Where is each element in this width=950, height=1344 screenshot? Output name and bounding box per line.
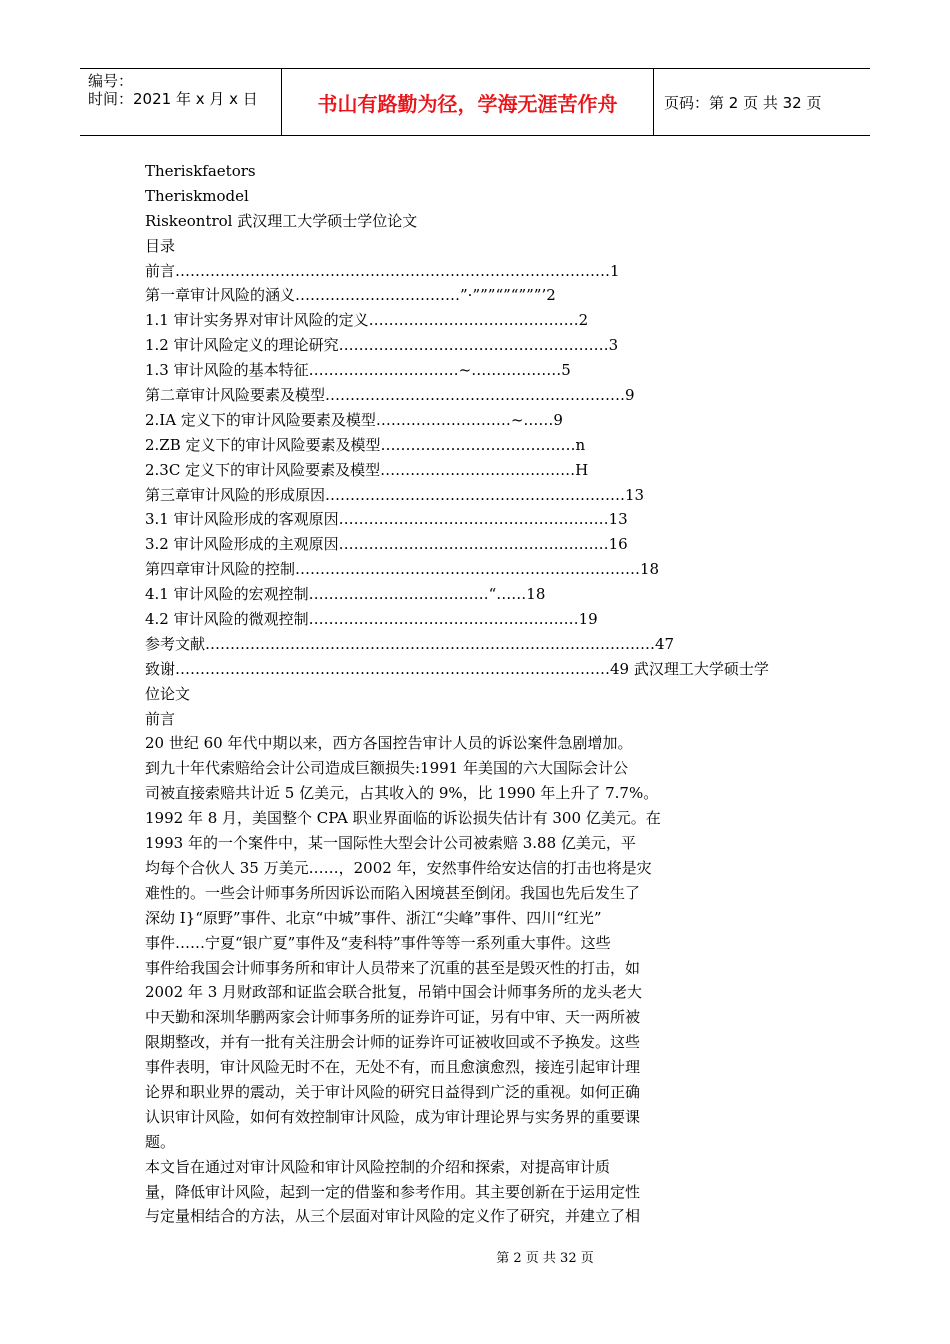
text-line: 1993 年的一个案件中，某一国际性大型会计公司被索赔 3.88 亿美元，平: [145, 834, 636, 853]
text-line: 致谢……………………………………………………………………………49 武汉理工大学硕士学: [145, 659, 769, 678]
text-line: 深幼 I}“原野”事件、北京“中城”事件、浙江“尖峰”事件、四川“红光”: [145, 908, 602, 927]
text-line: 事件表明，审计风险无时不在，无处不有，而且愈演愈烈，接连引起审计理: [145, 1058, 641, 1077]
text-line: 1.1 审计实务界对审计风险的定义……………………………………2: [145, 311, 589, 330]
text-line: 本文旨在通过对审计风险和审计风险控制的介绍和探索，对提高审计质: [145, 1157, 611, 1176]
text-line: Theriskfaetors: [145, 162, 256, 180]
text-line: 2002 年 3 月财政部和证监会联合批复，吊销中国会计师事务所的龙头老大: [145, 983, 643, 1002]
text-line: 参考文献………………………………………………………………………………47: [145, 634, 675, 653]
text-line: 量，降低审计风险，起到一定的借鉴和参考作用。其主要创新在于运用定性: [145, 1182, 641, 1201]
header-page-info: 页码：第 2 页 共 32 页: [664, 93, 822, 112]
text-line: Theriskmodel: [145, 186, 249, 205]
text-line: 1.2 审计风险定义的理论研究………………………………………………3: [145, 336, 619, 355]
text-line: 第三章审计风险的形成原因……………………………………………………13: [145, 485, 645, 504]
document-number-label: 编号：: [88, 72, 134, 90]
text-line: 限期整改，并有一批有关注册会计师的证券许可证被收回或不予换发。这些: [145, 1033, 641, 1052]
text-line: 认识审计风险，如何有效控制审计风险，成为审计理论界与实务界的重要课: [145, 1107, 641, 1126]
page-header: [80, 68, 870, 136]
text-line: 前言……………………………………………………………………………1: [145, 261, 620, 280]
text-line: 1.3 审计风险的基本特征…………………………~………………5: [145, 361, 571, 380]
text-line: 4.2 审计风险的微观控制………………………………………………19: [145, 610, 598, 629]
document-body: [145, 159, 825, 1229]
text-line: 第四章审计风险的控制……………………………………………………………18: [145, 560, 660, 579]
text-line: 目录: [145, 236, 176, 255]
text-line: 司被直接索赔共计近 5 亿美元，占其收入的 9%，比 1990 年上升了 7.7%。: [145, 784, 659, 803]
text-line: 第二章审计风险要素及模型……………………………………………………9: [145, 386, 635, 405]
text-line: 均每个合伙人 35 万美元……，2002 年，安然事件给安达信的打击也将是灾: [145, 858, 652, 877]
text-line: 2.3C 定义下的审计风险要素及模型…………………………………H: [145, 460, 589, 479]
text-line: 3.1 审计风险形成的客观原因………………………………………………13: [145, 510, 628, 529]
text-line: 事件……宁夏“银广夏”事件及“麦科特”事件等等一系列重大事件。这些: [145, 933, 611, 952]
header-motto: 书山有路勤为径，学海无涯苦作舟: [282, 69, 654, 135]
text-line: 前言: [145, 709, 176, 728]
text-line: 与定量相结合的方法，从三个层面对审计风险的定义作了研究，并建立了相: [145, 1207, 641, 1226]
text-line: 题。: [145, 1132, 176, 1151]
text-line: 到九十年代索赔给会计公司造成巨额损失:1991 年美国的六大国际会计公: [145, 759, 628, 778]
text-line: 4.1 审计风险的宏观控制………………………………“……18: [145, 585, 546, 604]
text-line: 2.ZB 定义下的审计风险要素及模型…………………………………n: [145, 435, 586, 454]
text-line: 论界和职业界的震动，关于审计风险的研究日益得到广泛的重视。如何正确: [145, 1082, 641, 1101]
page-footer: [0, 1247, 950, 1266]
text-line: 难性的。一些会计师事务所因诉讼而陷入困境甚至倒闭。我国也先后发生了: [145, 883, 641, 902]
text-line: 事件给我国会计师事务所和审计人员带来了沉重的甚至是毁灭性的打击，如: [145, 958, 641, 977]
text-line: 20 世纪 60 年代中期以来，西方各国控告审计人员的诉讼案件急剧增加。: [145, 734, 633, 753]
footer-page-number: 第 2 页 共 32 页: [496, 1251, 594, 1266]
text-line: 第一章审计风险的涵义……………………………”·”””“”“”””’2: [145, 286, 556, 305]
text-line: 位论文: [145, 684, 191, 703]
text-line: 2.IA 定义下的审计风险要素及模型………………………~……9: [145, 410, 563, 429]
text-line: 3.2 审计风险形成的主观原因………………………………………………16: [145, 535, 628, 554]
document-date: 时间：2021 年 x 月 x 日: [88, 90, 258, 108]
text-line: 中天勤和深圳华鹏两家会计师事务所的证券许可证，另有中审、天一两所被: [145, 1008, 641, 1027]
text-line: Riskeontrol 武汉理工大学硕士学位论文: [145, 211, 418, 230]
header-meta: [80, 69, 282, 135]
text-line: 1992 年 8 月，美国整个 CPA 职业界面临的诉讼损失估计有 300 亿美元。在: [145, 809, 661, 828]
